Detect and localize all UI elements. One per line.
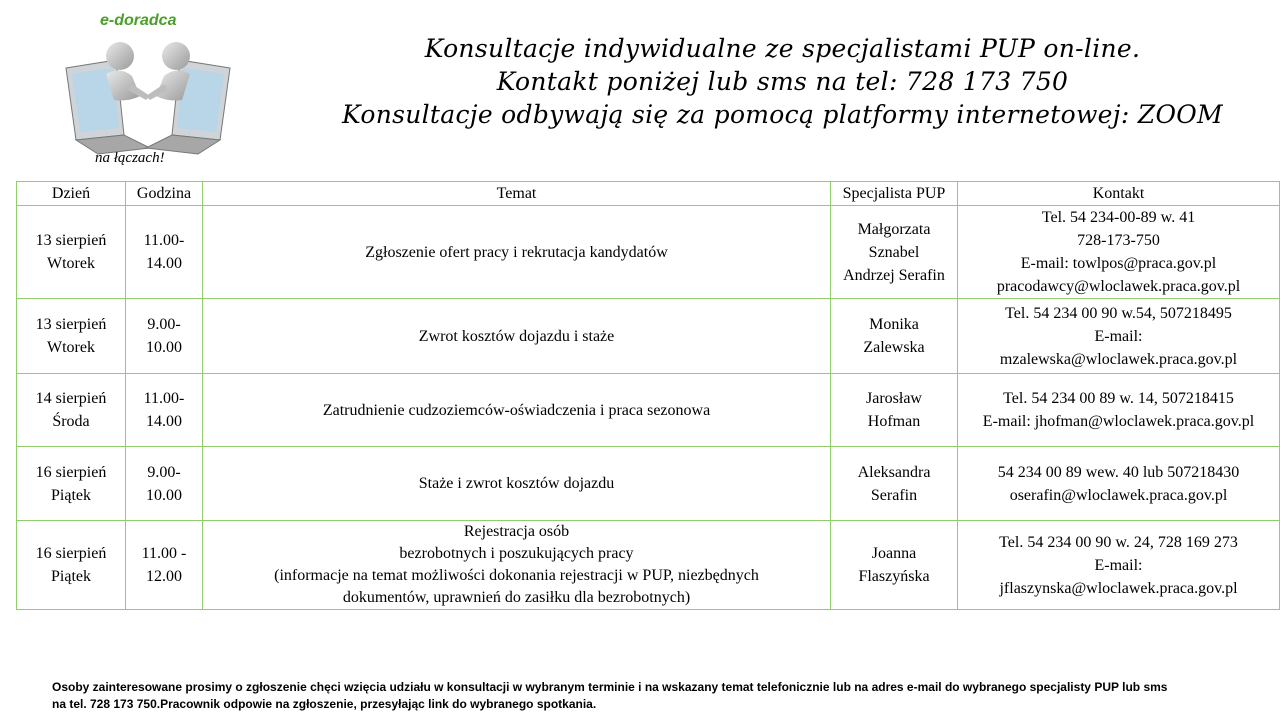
contact-phone: Tel. 54 234-00-89 w. 41 [1041, 209, 1196, 226]
hour-end: 14.00 [146, 413, 182, 430]
day-date: 16 sierpień [35, 545, 107, 562]
header-contact: Kontakt [958, 182, 1280, 206]
table-row [17, 206, 1280, 299]
day-cell [17, 374, 126, 447]
contact-email[interactable]: E-mail: towlpos@praca.gov.pl [1020, 255, 1217, 272]
logo-title: e-doradca [100, 12, 177, 29]
topic-text: dokumentów, uprawnień do zasiłku dla bezrobotnych) [342, 589, 691, 606]
hour-start: 11.00 - [141, 545, 187, 562]
specialist-name: Hofman [867, 413, 921, 430]
contact-phone: 54 234 00 89 wew. 40 lub 507218430 [997, 463, 1240, 481]
topic-text: Zgłoszenie ofert pracy i rekrutacja kandydatów [365, 243, 668, 261]
page-header [290, 32, 1275, 131]
contact-email[interactable]: pracodawcy@wloclawek.praca.gov.pl [996, 278, 1241, 295]
day-cell [17, 299, 126, 374]
specialist-name: Flaszyńska [858, 568, 930, 585]
contact-phone: 728-173-750 [1077, 232, 1160, 249]
header-specialist: Specjalista PUP [831, 182, 958, 206]
table-row [17, 447, 1280, 521]
hour-cell [126, 299, 203, 374]
specialist-name: Zalewska [863, 339, 925, 356]
contact-phone: Tel. 54 234 00 89 w. 14, 507218415 [1003, 390, 1234, 407]
contact-cell [958, 206, 1280, 299]
topic-cell [203, 521, 831, 610]
specialist-name: Małgorzata [857, 220, 931, 238]
topic-text: Zatrudnienie cudzoziemców-oświadczenia i praca sezonowa [322, 401, 711, 419]
day-cell [17, 521, 126, 610]
topic-cell [203, 299, 831, 374]
schedule-table [16, 181, 1280, 610]
header-topic: Temat [203, 182, 831, 206]
hour-cell [126, 521, 203, 610]
day-weekday: Wtorek [47, 255, 95, 272]
specialist-cell [831, 374, 958, 447]
logo-subtitle: na łączach! [95, 150, 165, 166]
specialist-name: Monika [869, 316, 919, 333]
contact-cell [958, 521, 1280, 610]
hour-cell [126, 374, 203, 447]
hour-start: 9.00- [147, 316, 181, 333]
day-date: 16 sierpień [35, 463, 107, 481]
contact-email[interactable]: E-mail: jhofman@wloclawek.praca.gov.pl [982, 413, 1255, 430]
footer-line-1: Osoby zainteresowane prosimy o zgłoszenie chęci wzięcia udziału w konsultacji w wybranym terminie i na wskazany temat telefonicznie lub na adres e-mail do wybranego specjalisty PUP lub sms [52, 680, 1168, 694]
specialist-name: Joanna [871, 545, 917, 562]
hour-cell [126, 447, 203, 521]
contact-email[interactable]: mzalewska@wloclawek.praca.gov.pl [999, 350, 1238, 368]
day-date: 13 sierpień [35, 316, 107, 333]
day-weekday: Piątek [51, 568, 91, 585]
handshake-laptops-illustration [58, 30, 238, 160]
specialist-name: Aleksandra [857, 463, 931, 481]
day-date: 13 sierpień [35, 232, 107, 249]
specialist-name: Serafin [870, 486, 918, 504]
day-cell [17, 206, 126, 299]
header-line-1: Konsultacje indywidualne ze specjalistami PUP on-line. [424, 34, 1141, 63]
specialist-name: Andrzej Serafin [843, 266, 945, 284]
contact-cell [958, 447, 1280, 521]
topic-cell [203, 447, 831, 521]
contact-phone: Tel. 54 234 00 90 w. 24, 728 169 273 [999, 533, 1238, 551]
table-row [17, 374, 1280, 447]
specialist-name: Jarosław [866, 390, 922, 407]
day-cell [17, 447, 126, 521]
footer-line-2: na tel. 728 173 750.Pracownik odpowie na zgłoszenie, przesyłając link do wybranego spotkania. [52, 697, 597, 711]
contact-email-label: E-mail: [1094, 327, 1143, 345]
hour-start: 11.00- [143, 232, 185, 249]
topic-text: Zwrot kosztów dojazdu i staże [418, 327, 615, 345]
specialist-cell [831, 521, 958, 610]
specialist-cell [831, 206, 958, 299]
specialist-name: Sznabel [868, 243, 920, 261]
table-header-row [17, 182, 1280, 206]
day-weekday: Wtorek [47, 339, 95, 356]
day-weekday: Środa [52, 413, 90, 430]
hour-start: 9.00- [147, 463, 181, 481]
hour-end: 10.00 [146, 339, 182, 356]
table-row [17, 521, 1280, 610]
hour-cell [126, 206, 203, 299]
contact-cell [958, 299, 1280, 374]
header-line-2: Kontakt poniżej lub sms na tel: 728 173 750 [496, 67, 1069, 96]
topic-text: (informacje na temat możliwości dokonania rejestracji w PUP, niezbędnych [274, 567, 759, 584]
contact-email-label: E-mail: [1094, 556, 1143, 574]
contact-phone: Tel. 54 234 00 90 w.54, 507218495 [1005, 304, 1232, 322]
day-weekday: Piątek [51, 486, 91, 504]
topic-text: Rejestracja osób [463, 523, 570, 540]
day-date: 14 sierpień [35, 390, 107, 407]
specialist-cell [831, 299, 958, 374]
topic-cell [203, 374, 831, 447]
hour-end: 10.00 [146, 486, 182, 504]
topic-cell [203, 206, 831, 299]
contact-cell [958, 374, 1280, 447]
header-day: Dzień [17, 182, 126, 206]
topic-text: bezrobotnych i poszukujących pracy [399, 545, 634, 562]
hour-end: 12.00 [146, 568, 182, 585]
hour-start: 11.00- [143, 390, 185, 407]
topic-text: Staże i zwrot kosztów dojazdu [418, 475, 615, 492]
footer-note [52, 679, 1262, 713]
header-line-3: Konsultacje odbywają się za pomocą platformy internetowej: ZOOM [342, 100, 1223, 129]
specialist-cell [831, 447, 958, 521]
contact-email[interactable]: jflaszynska@wloclawek.praca.gov.pl [999, 579, 1238, 597]
header-hour: Godzina [126, 182, 203, 206]
contact-email[interactable]: oserafin@wloclawek.praca.gov.pl [1009, 486, 1228, 504]
hour-end: 14.00 [146, 255, 182, 272]
table-row [17, 299, 1280, 374]
